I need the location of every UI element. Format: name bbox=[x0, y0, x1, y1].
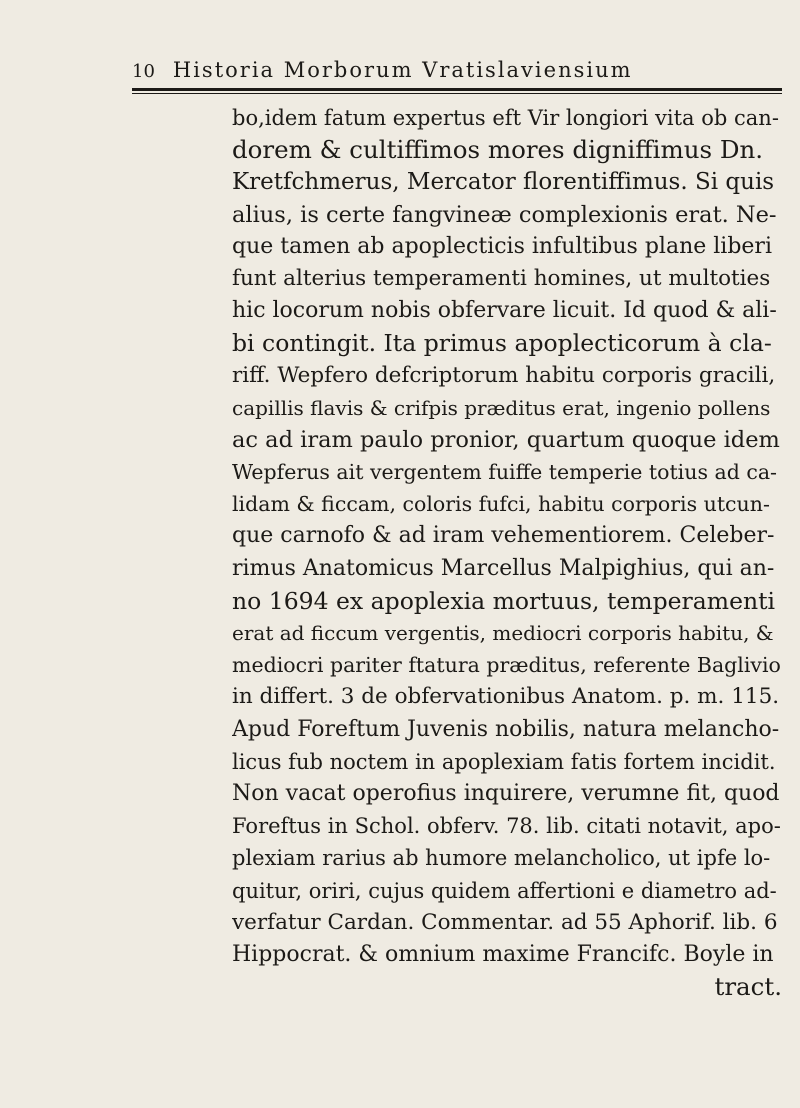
text-line: Foreftus in Schol. obferv. 78. lib. citati notavit, apo- bbox=[232, 814, 781, 839]
text-line: mediocri pariter ftatura præditus, referente Baglivio bbox=[232, 653, 781, 678]
text-line: capillis flavis & crifpis præditus erat, ingenio pollens bbox=[232, 395, 771, 420]
text-line: bo,idem fatum expertus eft Vir longiori vita ob can- bbox=[232, 106, 779, 130]
header-rule-thick bbox=[132, 88, 782, 91]
text-line: Wepferus ait vergentem fuiffe temperie totius ad ca- bbox=[232, 460, 777, 485]
text-line: Kretfchmerus, Mercator florentiffimus. Si quis bbox=[232, 169, 775, 196]
text-line: rimus Anatomicus Marcellus Malpighius, qui an- bbox=[232, 555, 775, 581]
text-line: Apud Foreftum Juvenis nobilis, natura melancho- bbox=[232, 716, 780, 742]
text-line: riff. Wepfero defcriptorum habitu corporis gracili, bbox=[232, 362, 776, 388]
text-line: hic locorum nobis obfervare licuit. Id quod & ali- bbox=[232, 298, 777, 324]
text-line: quitur, oriri, cujus quidem affertioni e diametro ad- bbox=[232, 878, 777, 903]
text-line: dorem & cultiffimos mores digniffimus Dn. bbox=[232, 135, 764, 165]
text-line: funt alterius temperamenti homines, ut multoties bbox=[232, 265, 771, 291]
text-line: erat ad ficcum vergentis, mediocri corporis habitu, & bbox=[232, 621, 774, 645]
page-number: 10 bbox=[132, 61, 155, 82]
catchword: tract. bbox=[714, 972, 782, 1002]
running-title: Historia Morborum Vratislaviensium bbox=[172, 58, 633, 82]
text-line: que carnofo & ad iram vehementiorem. Celeber- bbox=[232, 523, 775, 549]
body-text bbox=[232, 102, 782, 1003]
running-head bbox=[132, 58, 772, 82]
text-line: plexiam rarius ab humore melancholico, ut ipfe lo- bbox=[232, 846, 771, 871]
text-line: Non vacat operofius inquirere, verumne fit, quod bbox=[232, 780, 780, 806]
text-line: licus fub noctem in apoplexiam fatis fortem incidit. bbox=[232, 749, 776, 774]
text-line: Hippocrat. & omnium maxime Francifc. Boyle in bbox=[232, 941, 774, 967]
text-line: in differt. 3 de obfervationibus Anatom. p. m. 115. bbox=[232, 684, 780, 710]
text-line: lidam & ficcam, coloris fufci, habitu corporis utcun- bbox=[232, 492, 770, 517]
header-rule-thin bbox=[132, 93, 782, 94]
text-line: verfatur Cardan. Commentar. ad 55 Aphorif. lib. 6 bbox=[232, 909, 778, 935]
text-line: que tamen ab apoplecticis infultibus plane liberi bbox=[232, 233, 772, 259]
text-line: bi contingit. Ita primus apoplecticorum à cla- bbox=[232, 329, 772, 358]
text-line: no 1694 ex apoplexia mortuus, temperamenti bbox=[232, 586, 776, 615]
text-line: ac ad iram paulo pronior, quartum quoque idem bbox=[232, 426, 780, 453]
text-line: alius, is certe fangvineæ complexionis erat. Ne- bbox=[232, 201, 777, 228]
